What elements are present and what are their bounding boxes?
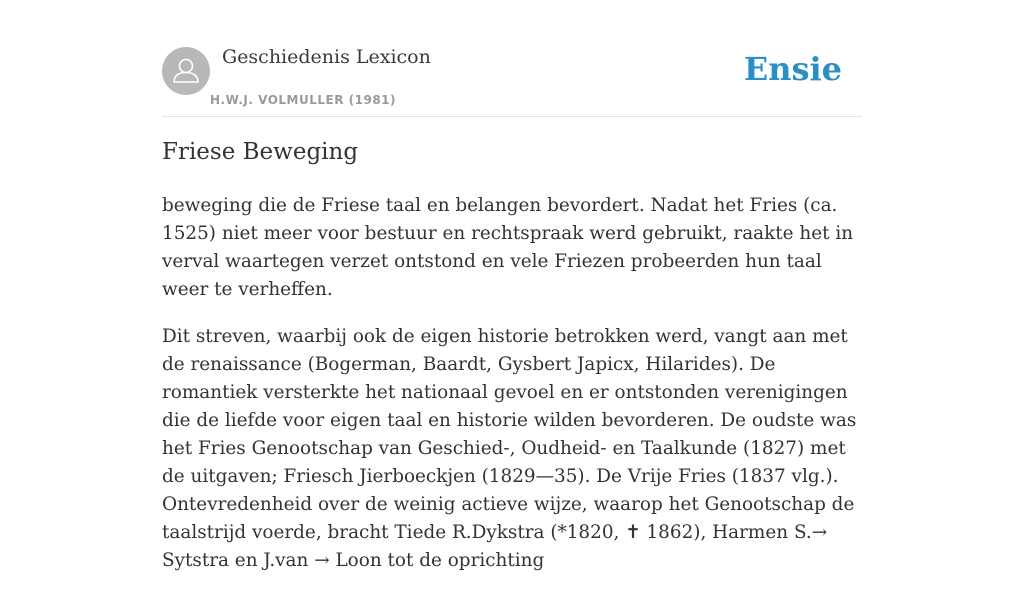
article-paragraph: beweging die de Friese taal en belangen bevordert. Nadat het Fries (ca. 1525) niet meer voor bestuur en rechtspraak werd gebruikt, raakte het in verval waartegen verzet ontstond en vele Friezen probeerden hun taal weer te verheffen. [162,195,854,300]
header [162,0,862,117]
user-silhouette-icon [162,47,210,95]
article-body [162,192,862,594]
avatar[interactable] [162,47,210,95]
page-container [162,0,862,571]
brand-logo-link[interactable]: Ensie [743,50,842,88]
author-link[interactable]: H.W.J. VOLMULLER (1981) [210,93,397,107]
article-paragraph: Dit streven, waarbij ook de eigen historie betrokken werd, vangt aan met de renaissance (Bogerman, Baardt, Gysbert Japicx, Hilarides). De romantiek versterkte het nationaal gevoel en er ontstonden verenigingen die de liefde voor eigen taal en historie wilden bevorderen. De oudste was het Fries Genootschap van Geschied-, Oudheid- en Taalkunde (1827) met de uitgaven; Friesch Jierboeckjen (1829—35). De Vrije Fries (1837 vlg.). Ontevredenheid over de weinig actieve wijze, waarop het Genootschap de taalstrijd voerde, bracht Tiede R.Dykstra (*1820, ✝ 1862), Harmen S.→ Sytstra en J.van → Loon tot de oprichting [162,326,857,571]
article-title: Friese Beweging [162,139,359,165]
lexicon-title-link[interactable]: Geschiedenis Lexicon [222,46,431,68]
